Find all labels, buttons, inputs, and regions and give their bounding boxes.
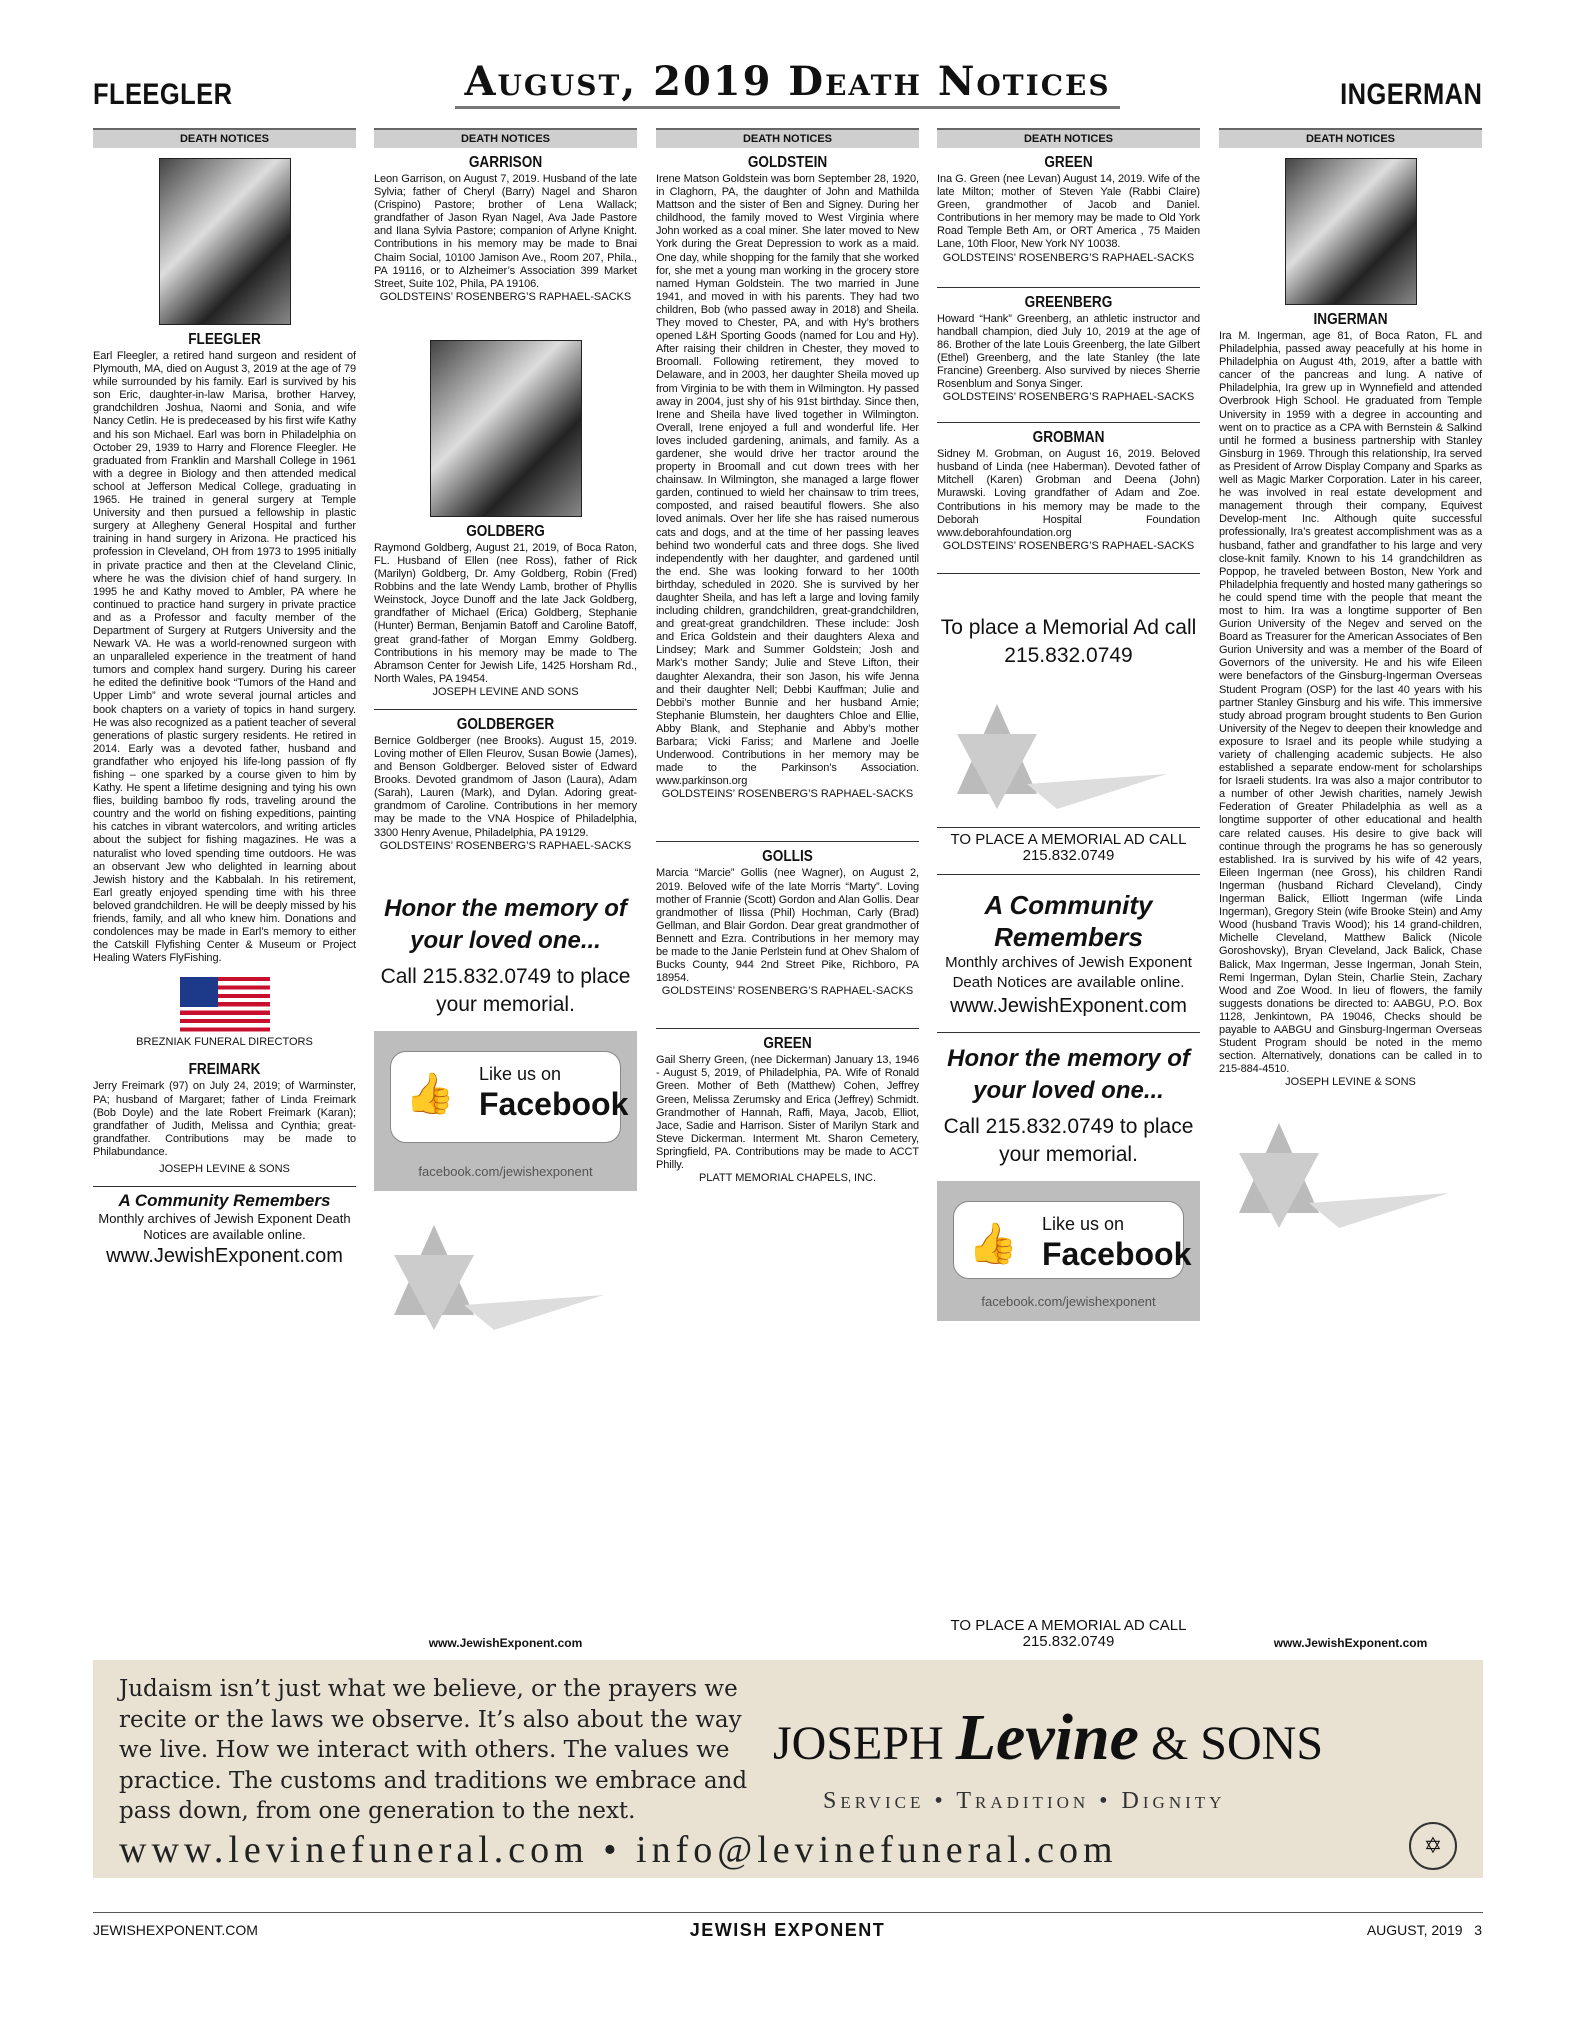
section-label: DEATH NOTICES (93, 128, 356, 148)
section-label: DEATH NOTICES (374, 128, 637, 148)
notice-text: Leon Garrison, on August 7, 2019. Husband of the late Sylvia; father of Cheryl (Barry) Nagel and Sharon (Crispino) Pastore; brother of Lena Wallack; grandfather of Jason Ryan Nagel, Ava Jade Pastore and Ilana Sylvia Pastore; companion of Arlyne Knight. Contributions in his memory may be made to Bnai Chaim Social, 10100 Jamison Ave., Room 207, Phila., PA 19116, or to Alzheimer’s Association 399 Market Street, Suite 102, Phila, PA 19106. (374, 173, 637, 290)
divider (937, 287, 1200, 288)
footer-publication: JEWISH EXPONENT (689, 1920, 886, 1940)
funeral-home: JOSEPH LEVINE & SONS (159, 1162, 290, 1175)
notice-fleegler (93, 331, 356, 1049)
section-label: DEATH NOTICES (656, 128, 919, 148)
ad-text: Monthly archives of Jewish Exponent Death Notices are available online. (98, 1210, 351, 1242)
notice-text: Gail Sherry Green, (nee Dickerman) January 13, 1946 - August 5, 2019, of Philadelphia, PA. Wife of Ronald Green. Mother of Beth (Matthew) Cohen, Jeffrey Green, Melissa Zerumsky and Erica (Jeffrey) Schmidt. Grandmother of Hannah, Raffi, Maya, Jacob, Elliot, Jace, Sadie and Harrison. Sister of Marilyn Stark and Steve Dickerman. Interment Mt. Sharon Cemetery, Springfield, PA. Contributions may be made to ACCT Philly. (656, 1054, 919, 1171)
brand-right: & SONS (1150, 1717, 1324, 1770)
notice-ingerman (1219, 311, 1482, 1089)
photo-fleegler (159, 158, 291, 325)
us-flag-icon (180, 977, 270, 1032)
notice-text: Sidney M. Grobman, on August 16, 2019. Beloved husband of Linda (nee Haberman). Devoted father of Mitchell (Karen) Grobman and Deena (John) Murawski. Loving grandfather of Adam and Zoe. Contributions in his memory may be made to the Deborah Hospital Foundation www.deborahfoundation.org (937, 448, 1200, 539)
banner-tagline: Service • Tradition • Dignity (823, 1788, 1226, 1814)
ad-title: A Community Remembers (118, 1190, 331, 1210)
photo-goldberg (430, 340, 582, 517)
funeral-home: GOLDSTEINS’ ROSENBERG’S RAPHAEL-SACKS (379, 290, 632, 303)
notice-greenberg (937, 294, 1200, 405)
facebook-url[interactable]: facebook.com/jewishexponent (981, 1293, 1156, 1309)
column-4 (937, 128, 1200, 1650)
section-label: DEATH NOTICES (1219, 128, 1482, 148)
ad-call: Call 215.832.0749 to place your memorial. (943, 1114, 1194, 1166)
ad-url[interactable]: www.JewishExponent.com (950, 994, 1187, 1017)
section-label: DEATH NOTICES (937, 128, 1200, 148)
notice-text: Ira M. Ingerman, age 81, of Boca Raton, FL and Philadelphia, passed away peacefully at his home in Philadelphia on August 4th, 2019, after a battle with cancer of the pancreas and lung. A native of Philadelphia, Ira grew up in Wynnefield and attended Overbrook High School. He graduated from Temple University in 1959 with a degree in accounting and went on to practice as a CPA with Bernstein & Salkind until he formed a business partnership with Stanley Ginsburg in 1969. Through this relationship, Ira served as President of Arrow Display Company and Sparks as well as Magic Marker Corporation. Later in his career, he was involved in real estate development and management through their company, Equivest Develop-ment Inc. Although quite successful professionally, Ira’s greatest accomplishment was as a husband, father and grandfather to his large and very close-knit family. Known to his 14 grandchildren as Poppop, he traveled between Boston, New York and Philadelphia frequently and hosted many gatherings so he could spend time with the people that meant the most to him. Ira was a longtime supporter of Ben Gurion University of the Negev and served on the Board as Treasurer for the American Associates of Ben Gurion University and was a member of the Board of Governors of the university. He and his wife Eileen were benefactors of the Ginsburg-Ingerman Overseas Student Program (OSP) for the last 40 years with his partner Stanley Ginsburg and his wife. This immersive study abroad program brought students to Ben Gurion University of the Negev to deepen their knowledge and exposure to Israel and its people while studying a variety of challenging academic subjects. He also established a separate endow-ment for scholarships for Israeli students. Ira was also a major contributor to a number of other Jewish charities, namely Jewish Federation of Greater Philadelphia as well as a longtime supporter of other educational and health care related causes. His desire to give back will continue through the programs he has so generously established. Ira is survived by his wife of 42 years, Eileen Ingerman (nee Gross), his children Randi Ingerman (husband Richard Cleveland), Cindy Ingerman Balick, Elliott Ingerman (wife Linda Ingerman), Gregory Stein (wife Brooke Stein) and Amy Wood (husband Travis Wood); his 14 grand-children, Michelle Cleveland, Matthew Balick (Nicole Goroshovsky), Bryan Cleveland, Jack Balick, Chase Balick, Max Ingerman, Jesse Ingerman, Jonah Stein, Remi Ingerman, Dylan Stein, Charlie Stein, Zachary Wood and Zoe Wood. In lieu of flowers, the family suggests donations be directed to: AABGU, P.O. Box 1128, Jenkintown, PA 19046, Checks should be payable to AABGU and Ginsburg-Ingerman Overseas Student Program should be noted in the memo section. Alternatively, donations can be called in to 215-884-4510. (1219, 330, 1482, 1076)
notice-goldberg (374, 523, 637, 699)
column-2 (374, 128, 637, 1650)
notice-name: INGERMAN (1313, 311, 1388, 328)
header-right-name: INGERMAN (1339, 78, 1482, 111)
notice-name: GREEN (1044, 154, 1093, 171)
facebook-badge[interactable] (953, 1201, 1192, 1279)
title-rule (455, 106, 1120, 109)
notice-name: GREENBERG (1024, 293, 1113, 311)
like-label: Like us on (1042, 1213, 1125, 1234)
place-memorial-ad-caps: TO PLACE A MEMORIAL AD CALL 215.832.0749 (950, 1617, 1187, 1650)
notice-name: GROBMAN (1032, 429, 1105, 447)
notice-text: Irene Matson Goldstein was born September 28, 1920, in Claghorn, PA, the daughter of John and Mathilda Mattson and the sister of Ben and Signey. During her childhood, the family moved to West Virginia where John worked as a coal miner. She later moved to New York during the Great Depression to work as a maid. One day, while shopping for the family that she worked for, she met a young man working in the grocery store named Hyman Goldstein. The two married in June 1941, and moved in with his parents. They had two children, Bob (who passed away in 2018) and Sheila. They moved to Chester, PA, and with Hy’s brothers opened L&H Sporting Goods (named for Lou and Hy). After raising their children in Chester, they moved to Broomall. Following retirement, they moved to Delaware, and in 2003, her daughter Sheila moved up from Virginia to be with them in Wilmington. Hy passed away in 2004, just shy of his 91st birthday. Since then, Irene and Sheila have lived together in Wilmington. Overall, Irene enjoyed a full and wonderful life. Her loves included gardening, animals, and family. As a gardener, she would drive her tractor around the property in Broomall and cut down trees with her chainsaw. In Wilmington, she managed a large flower garden, continued to wield her chainsaw to trim trees, composted, and raised beautiful flowers. She also loved animals. Over her life she has raised numerous cats and dogs, and at the time of her passing leaves behind two wonderful cats and three dogs. She lived independently with her daughter, and gardened until the end. She was looking forward to her 100th birthday, scheduled in 2020. She is survived by her daughter Sheila, and has left a large and loving family including children, grandchildren, great-grandchildren, and great-great grandchildren. These include: Josh and Erica Goldstein and their daughters Alexa and Lindsey; Mark and Summer Goldstein; Josh and Mark’s mother Sandy; Julie and Steve Lifton, their daughter Alexandra, their son Jason, his wife Jenna and their daughter Nell; Debbi Kauffman; Julie and Debbi’s mother Bunnie and her husband Arnie; Stephanie Blumstein, her daughters Chloe and Ellie, Abby Blank, and Stephanie and Abby’s mother Barbara; Vicki Fariss; and Marlene and Joelle Underwood. Contributions in her memory may be made to the Parkinson’s Association. www.parkinson.org (656, 173, 919, 788)
funeral-home: GOLDSTEINS’ ROSENBERG’S RAPHAEL-SACKS (661, 788, 914, 801)
header-left-name: FLEEGLER (93, 78, 233, 111)
ad-call: Call 215.832.0749 to place your memorial. (380, 964, 631, 1016)
divider (937, 1032, 1200, 1033)
notice-text: Marcia “Marcie” Gollis (nee Wagner), on August 2, 2019. Beloved wife of the late Morris “Marty”. Loving mother of Frannie (Scott) Gordon and Alan Gollis. Dear grandmother of Ilissa (Phil) Hochman, Carly (Brad) Gellman, and Blair Gordon. Dear great grandmother of Bennett and Ezra. Contributions in her memory may be made to the Janie Perlstein fund at Ohev Shalom of Bucks County, 944 2nd Street Pike, Richboro, PA 18954. (656, 867, 920, 985)
brand-left: JOSEPH (773, 1717, 944, 1770)
thumbs-up-icon: 👍 (405, 1071, 455, 1116)
banner-web[interactable]: www.levinefuneral.com • info@levinefuneral.com (119, 1829, 1118, 1871)
brand-script: Levine (955, 1701, 1139, 1774)
star-logo-icon (937, 684, 1177, 814)
star-logo-icon (374, 1205, 614, 1335)
notice-name: GOLDBERG (466, 522, 545, 540)
levine-logo (773, 1700, 1323, 1776)
community-remembers-ad (93, 1191, 356, 1268)
notice-name: GARRISON (468, 154, 543, 171)
notice-gollis (656, 848, 919, 998)
funeral-home: PLATT MEMORIAL CHAPELS, INC. (698, 1172, 877, 1185)
divider (937, 573, 1200, 574)
funeral-home: GOLDSTEINS’ ROSENBERG’S RAPHAEL-SACKS (942, 251, 1195, 264)
notice-grobman (937, 429, 1200, 553)
banner-quote: Judaism isn’t just what we believe, or the prayers we recite or the laws we observe. It’s also about the way we live. How we interact with others. The values we practice. The customs and traditions we embrace and pass down, from one generation to the next. (119, 1676, 748, 1824)
ad-title: A Community Remembers (984, 889, 1153, 952)
notice-text: Jerry Freimark (97) on July 24, 2019; of Warminster, PA; husband of Margaret; father of Linda Freimark (Bob Doyle) and the late Robert Freimark (Karan); grandfather of Judith, Melissa and Cynthia; great-grandfather. Contributions may be made to Philabundance. (93, 1080, 356, 1158)
levine-funeral-banner (93, 1660, 1483, 1878)
column-1 (93, 128, 356, 1650)
website-link[interactable]: www.JewishExponent.com (428, 1636, 583, 1650)
thumbs-up-icon: 👍 (968, 1221, 1018, 1266)
facebook-badge[interactable] (390, 1051, 629, 1143)
funeral-home: GOLDSTEINS’ ROSENBERG’S RAPHAEL-SACKS (942, 539, 1195, 552)
notice-name: GREEN (763, 1035, 812, 1053)
notice-text: Howard “Hank” Greenberg, an athletic instructor and handball champion, died July 10, 2019 at the age of 86. Brother of the late Louis Greenberg, the late Gilbert (Ethel) Greenberg, and the late Stanley (the late Francine) Greenberg. Also survived by nieces Sherrie Rosenblum and Sonya Singer. (937, 312, 1200, 391)
notice-name: FLEEGLER (188, 331, 261, 348)
facebook-ad[interactable] (374, 1031, 637, 1191)
ad-headline: Honor the memory of your loved one... (384, 894, 627, 954)
funeral-home: BREZNIAK FUNERAL DIRECTORS (136, 1036, 313, 1049)
ad-headline: Honor the memory of your loved one... (947, 1044, 1190, 1104)
ad-url[interactable]: www.JewishExponent.com (106, 1244, 343, 1267)
divider (937, 422, 1200, 423)
notice-name: GOLDSTEIN (747, 154, 828, 171)
website-link[interactable]: www.JewishExponent.com (1273, 1636, 1428, 1650)
place-memorial-ad: To place a Memorial Ad call 215.832.0749 (940, 615, 1197, 667)
funeral-home: GOLDSTEINS’ ROSENBERG’S RAPHAEL-SACKS (379, 839, 632, 852)
funeral-home: JOSEPH LEVINE AND SONS (432, 685, 579, 698)
facebook-wordmark: Facebook (1042, 1235, 1192, 1272)
footer-site: JEWISHEXPONENT.COM (93, 1922, 258, 1938)
funeral-home: GOLDSTEINS’ ROSENBERG’S RAPHAEL-SACKS (661, 985, 914, 998)
footer-date-page: AUGUST, 2019 3 (1366, 1922, 1482, 1938)
notice-text: Earl Fleegler, a retired hand surgeon and resident of Plymouth, MA, died on August 3, 2019 at the age of 79 while surrounded by his family. Earl is survived by his son Eric, daughter-in-law Marisa, brother Harvey, grandchildren Joshua, Naomi and Sonia, and wife Nancy Cetlin. He is predeceased by his first wife Kathy and his son Michael. Earl was born in Philadelphia on October 29, 1939 to Harry and Florence Fleegler. He graduated from Franklin and Marshall College in 1961 with a degree in Biology and then attended medical school at Jefferson Medical College, graduating in 1965. He trained in general surgery at Temple University and then pursued a fellowship in plastic surgery at Allegheny General Hospital and further training in hand surgery in Arizona. He practiced his profession in Cleveland, OH from 1973 to 1995 initially in private practice and then at the Cleveland Clinic, where he was the division chief of hand surgery. In 1995 he and Kathy moved to Ambler, PA where he continued to practice hand surgery in private practice and as a Professor and faculty member of the Department of Surgery at Rutgers University and the Newark VA. He was a world-renowned surgeon with an unparalleled experience in the treatment of hand tumors and complex hand surgery. During his career he edited the definitive book “Tumors of the Hand and Upper Limb” and wrote several journal articles and book chapters on a variety of topics in hand surgery. He was also recognized as a patient teacher of several generations of plastic surgery residents. He retired in 2014. Early was a devoted father, husband and grandfather who enjoyed his life-long passion of fly fishing – one sparked by a course given to him by Kathy. He spent a lifetime designing and tying his own flies, building bamboo fly rods, traveling around the country and the world on fishing expeditions, painting his catches in vibrant watercolors, and writing articles about the subject for fishing magazines. He was a naturalist who loved spending time outdoors. He was an observant Jew who delighted in learning about Jewish history and the Kabbalah. In his retirement, Earl greatly enjoyed spending time with his three beloved grandchildren. He will be deeply missed by his friends, family, and all who knew him. Donations and condolences may be made in Earl’s memory to either the Catskill Flyfishing Center & Museum or Project Healing Waters FlyFishing. (93, 350, 356, 965)
divider (374, 709, 637, 710)
ad-text: Monthly archives of Jewish Exponent Death Notices are available online. (945, 953, 1192, 991)
notice-text: Ina G. Green (nee Levan) August 14, 2019. Wife of the late Milton; mother of Steven Yale (Rabbi Claire) Green, grandmother of Jacob and Daniel. Contributions in her memory may be made to Old York Road Temple Beth Am, or ORT America , 75 Maiden Lane, 10th Floor, New York NY 10038. (937, 173, 1200, 251)
notice-goldberger (374, 716, 637, 853)
honor-memory-ad (374, 893, 637, 1019)
divider (656, 1028, 919, 1029)
column-5 (1219, 128, 1482, 1650)
like-label: Like us on (479, 1063, 562, 1084)
seal-icon: ✡ (1409, 1822, 1457, 1870)
star-logo-icon (1219, 1103, 1459, 1233)
facebook-url[interactable]: facebook.com/jewishexponent (418, 1163, 593, 1179)
notice-goldstein (656, 154, 919, 801)
honor-memory-ad (937, 1043, 1200, 1169)
footer-rule (93, 1912, 1483, 1913)
divider (937, 827, 1200, 828)
notice-green-gail (656, 1035, 919, 1185)
facebook-ad[interactable] (937, 1181, 1200, 1321)
notice-name: GOLLIS (762, 848, 813, 866)
divider (93, 1186, 356, 1187)
place-memorial-ad-caps: TO PLACE A MEMORIAL AD CALL 215.832.0749 (950, 830, 1187, 864)
funeral-home: GOLDSTEINS’ ROSENBERG’S RAPHAEL-SACKS (942, 391, 1195, 404)
column-3 (656, 128, 919, 1650)
notice-green-ina (937, 154, 1200, 265)
notice-text: Bernice Goldberger (nee Brooks). August 15, 2019. Loving mother of Ellen Fleurov, Susan Bowie (James), and Benson Goldberger. Beloved sister of Edward Brooks. Devoted grandmom of Jason (Laura), Adam (Sarah), Lauren (Mark), and Dylan. Adoring great-grandmom of Caroline. Contributions in her memory may be made to the VNA Hospice of Philadelphia, 3300 Henry Avenue, Philadelphia, PA 19129. (374, 734, 637, 839)
notice-text: Raymond Goldberg, August 21, 2019, of Boca Raton, FL. Husband of Ellen (nee Ross), father of Rick (Marilyn) Goldberg, Dr. Amy Goldberg, Robin (Fred) Robbins and the late Wendy Lamb, brother of Phyllis Weinstock, Joyce Dunoff and the late Jack Goldberg, grandfather of Michael (Erica) Goldberg, Stephanie (Hunter) Berman, Benjamin Batoff and Caroline Batoff, great grand-father of Morgan Emmy Goldberg. Contributions in his memory may be made to The Abramson Center for Jewish Life, 1425 Horsham Rd., North Wales, PA 19454. (374, 541, 637, 685)
notice-freimark (93, 1061, 356, 1176)
community-remembers-ad (937, 889, 1200, 1018)
photo-ingerman (1285, 158, 1417, 305)
notice-name: FREIMARK (188, 1061, 261, 1079)
funeral-home: JOSEPH LEVINE & SONS (1285, 1076, 1416, 1089)
notice-garrison (374, 154, 637, 304)
page-title: August, 2019 Death Notices (464, 58, 1111, 105)
notice-name: GOLDBERGER (456, 715, 555, 733)
divider (656, 841, 919, 842)
facebook-wordmark: Facebook (479, 1085, 629, 1122)
divider (937, 874, 1200, 875)
